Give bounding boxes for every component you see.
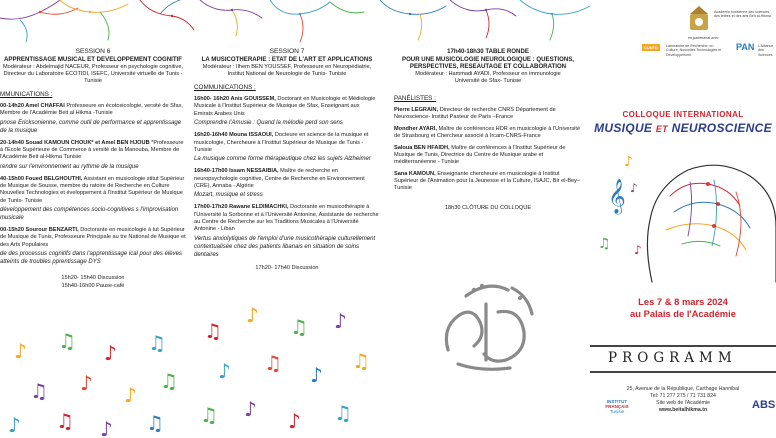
panelist-text: Enseignante chercheure en musicologie à Institut Supérieur de l'Animation pour la Jeunesse et la Culture, ISAJC, Bir el-Bey– Tunisie <box>394 170 581 192</box>
talk-benzarti <box>0 227 186 249</box>
svg-text:♪: ♪ <box>334 309 347 333</box>
round-table-moderator <box>394 71 582 85</box>
website-link[interactable]: www.beitalhikma.tn <box>658 407 708 414</box>
head-illustration <box>590 136 776 286</box>
talk-belghouthi <box>0 176 186 206</box>
talk-title: rendre sur l'environnement au rythme de la musique <box>0 163 139 170</box>
svg-text:♪: ♪ <box>244 397 257 421</box>
session-6-communications-label: MMUNICATIONS : <box>0 90 53 98</box>
lab-description: Laboratoire de Recherche, en Culture, Nouvelles Technologies et Développement <box>666 44 722 57</box>
svg-text:♪: ♪ <box>14 339 27 363</box>
svg-text:♪: ♪ <box>624 154 633 170</box>
svg-text:♪: ♪ <box>310 363 323 387</box>
panelist-ben-hfaidh <box>394 145 582 167</box>
svg-text:♫: ♫ <box>264 351 282 375</box>
talk-title: développement des compétences socio-cognitives s l'improvisation musicale <box>0 207 179 222</box>
session-6-moderator-name: Modérateur : Abdelmajid NACEUR, Professeur en <box>2 63 127 70</box>
event-dates <box>590 296 776 320</box>
round-table-moderator-affiliation: Université de Sfax- Tunisie <box>454 77 522 84</box>
svg-text:♪: ♪ <box>288 409 301 433</box>
talk-issaoui <box>194 132 380 154</box>
colloquium-main-title: MUSIQUE ET NEUROSCIENCE <box>594 120 772 135</box>
session-6-moderator <box>0 64 186 85</box>
talk-nessaibia <box>194 168 380 190</box>
panelist-text: Directeur de recherche CNRS Département de Neuroscience- Institut Pasteur de Paris –France <box>394 107 556 121</box>
session-6-discussion: 15h20- 15h40 Discussion <box>61 274 125 281</box>
svg-text:♪: ♪ <box>634 243 642 257</box>
session-7-communications-label: COMMUNICATIONS : <box>194 83 256 91</box>
talk-head: 16h20-16h40 Mouna ISSAOUI, <box>194 132 274 139</box>
talk-head: 16h40-17h00 Issam NESSAIBIA, <box>194 168 279 175</box>
session-6-title: APPRENTISSAGE MUSICAL ET DEVELOPPEMENT COGNITIF <box>4 56 182 64</box>
svg-text:♪: ♪ <box>630 181 638 195</box>
talk-head: 00-14h20 Amel CHAFFAI <box>0 103 65 110</box>
svg-text:♪: ♪ <box>100 417 113 438</box>
programme-heading: PROGRAMM <box>608 350 737 366</box>
talk-title: Vertus anxiolytiques de l'emploi d'une musicothérapie culturellement contextualisée chez des patients libanais en situation de soins dentaires <box>194 235 376 258</box>
panelist-ayari <box>394 126 582 141</box>
session-7-moderator-affiliation: Institut National de Neurologie de Tunis- Tunisie <box>227 70 347 77</box>
talk-chaffai <box>0 103 186 118</box>
session-6-moderator-affiliation: psychologie cognitive, Directeur du Laboratoire ECOTIDI, ISEFC, Université virtuelle de Tunis - Tunisie <box>3 63 184 84</box>
pan-logo: PAN <box>736 42 755 52</box>
svg-text:♪: ♪ <box>124 383 137 407</box>
music-notes-decoration <box>194 298 380 438</box>
session-7-moderator-name: Modérateur : Ilhem BEN YOUSSEF, Professeure en Neuropédiatrie, <box>202 63 372 70</box>
column-cover <box>590 0 776 438</box>
panelists-label: PANÉLISTES : <box>394 94 436 102</box>
colloquium-title <box>590 110 776 136</box>
svg-text:♫: ♫ <box>290 315 308 339</box>
talk-text: Docteure en science de la musique et musicologie, Chercheure à l'Institut Supérieur de Musique de Tunis -Tunisie <box>194 132 369 153</box>
svg-text:♫: ♫ <box>352 349 370 373</box>
calligraphy-logo <box>428 268 548 378</box>
music-notes-decoration <box>0 328 186 438</box>
talk-title: de des processus cognitifs dans l'apprentissage ical pour des élèves atteints de troubles pprentissage DYS <box>0 251 182 266</box>
session-6-header <box>0 48 186 85</box>
partnership-label: en partenariat avec <box>688 36 719 40</box>
svg-text:♪: ♪ <box>246 303 259 327</box>
session-7-moderator <box>194 64 380 78</box>
column-session-6 <box>0 0 186 438</box>
talk-text: Doctorant en Musicologie et Médiologie Musicale à l'Institut Supérieur de Musique de Sfax, Enseignant aux Emirats Arabes Unis <box>194 96 376 117</box>
session-6-break: 15h40-16h00 Pause-café <box>61 283 125 290</box>
institut-francais-logo: INSTITUT FRANÇAIS Tunisie <box>605 399 629 414</box>
closing-ceremony: 18h30 CLÔTURE DU COLLOQUE <box>444 204 532 211</box>
event-date-line: Les 7 & 8 mars 2024 <box>638 296 728 307</box>
panelist-name: Pierre LEGRAIN, <box>394 107 439 114</box>
svg-text:♫: ♫ <box>598 236 611 252</box>
divider-bottom <box>590 371 776 373</box>
talk-text: *Professeure à l'Ecole Supérieure de Commerce à versité de la Manouba, Membre de l'Académie Beit al-Hikma Tunisie <box>0 139 184 161</box>
panelist-name: Saloua BEN HFAIDH, <box>394 144 450 151</box>
divider-top <box>590 345 776 347</box>
svg-text:𝄞: 𝄞 <box>608 179 626 214</box>
panelist-name: Sana KAMOUN, <box>394 170 436 177</box>
talk-title: Comprendre l'Amusie : Quand la mélodie perd son sens <box>194 120 343 127</box>
talk-text: Maître de recherche en neuropsychologie cognitive, Centre de Recherche en Environnement (CRE), Annaba - Algérie <box>194 168 365 189</box>
talk-kamoun <box>0 140 186 162</box>
talk-head: 20-14h40 Souad KAMOUN CHOUK* et Amel BEN HJOUB <box>0 139 150 146</box>
academy-emblem-icon <box>688 6 710 32</box>
talk-gouissem <box>194 96 380 118</box>
session-6-label: SESSION 6 <box>75 48 111 55</box>
talk-eldimachki <box>194 204 380 234</box>
svg-text:♫: ♫ <box>334 401 352 425</box>
session-7-discussion: 17h20- 17h40 Discussion <box>255 265 319 272</box>
svg-text:♫: ♫ <box>204 319 222 343</box>
lab-logo: CUNTD <box>644 45 658 50</box>
panelist-text: Maître de conférences à l'Institut Supérieur de Musique de Tunis, Directrice du Centre de Musique arabe et méditerranéenne - Tunisie <box>394 144 566 166</box>
talk-title: Mozart, musique et stress <box>194 192 263 199</box>
session-7-label: SESSION 7 <box>269 48 305 55</box>
panelist-kamoun <box>394 171 582 193</box>
talk-title: pnose Ericksonienne, comme outil de performance et apprentissage de la musique <box>0 119 182 134</box>
talk-text: Professeure en écotoxicologie, versité de Sfax, Membre de l'Académie Beit al Hikma -Tunisie <box>0 103 183 117</box>
talk-text: Assistant en musicologie stitut Supérieur de Musique de Sousse, membre du ratoire de Recherche en Culture Nouvelles Technologies et éveloppement à l'Institut Supérieur de Musique de Tunis- Tunisie <box>0 175 185 204</box>
svg-text:♪: ♪ <box>80 371 93 395</box>
pan-description: L'Alliance des Sciences <box>758 44 774 57</box>
round-table-title: POUR UNE MUSICOLOGIE NEUROLOGIQUE : QUESTIONS, PERSPECTIVES, RESEAUTAGE ET COLLABORATION <box>402 55 574 71</box>
talk-head: 00-15h20 Sourour BENZARTI, <box>0 227 79 233</box>
talk-title: La musique comme forme thérapeutique chez les sujets Alzheimer <box>194 156 371 163</box>
phone: Tel: 71 277 275 / 71 731 824 <box>650 393 716 400</box>
talk-text: Doctorante en musicologie à tut Supérieur de Musique de Tunis, Professeure Principale au tre National de Musique et des Arts Populaires <box>0 227 186 248</box>
svg-text:♫: ♫ <box>148 331 166 355</box>
svg-text:♪: ♪ <box>218 359 231 383</box>
address: 25, Avenue de la République, Carthage Hannibal <box>626 386 740 392</box>
svg-text:♫: ♫ <box>56 409 74 433</box>
talk-head: 40-15h00 Foued BELGHOUTHI, <box>0 175 83 182</box>
academy-name: Académie tunisienne des sciences, des lettres et des arts Beït al-Hikma <box>714 10 771 19</box>
session-7-title: LA MUSICOTHERAPIE : ETAT DE L'ART ET APPLICATIONS <box>201 56 373 64</box>
colloquium-subtitle: COLLOQUE INTERNATIONAL <box>622 110 744 119</box>
column-session-7 <box>194 0 380 438</box>
round-table-moderator-name: Modérateur : Hammadi AYADI, Professeur en immunologie <box>415 70 561 77</box>
abs-logo: ABS <box>752 399 776 411</box>
svg-text:♫: ♫ <box>160 369 178 393</box>
svg-text:♫: ♫ <box>200 403 218 427</box>
svg-text:♫: ♫ <box>58 329 76 353</box>
session-7-header <box>194 48 380 78</box>
panelist-text: Maître de conférences HDR en musicologie à l'Université de Strasbourg et Chercheur associé à Ircam-CNRS-France <box>394 125 581 140</box>
talk-text: Doctorante en musicothérapie à l'Université la Sorbonne et à l'Université Antonine, Assistante de recherche au Centre de Recherche sur les Traditions Musicales à l'Université Antonine - Liban <box>194 204 379 233</box>
event-venue-line: au Palais de l'Académie <box>630 308 736 320</box>
svg-text:♫: ♫ <box>30 379 48 403</box>
talk-head: 17h00-17h20 Rawane ELDIMACHKI, <box>194 204 289 211</box>
svg-text:♫: ♫ <box>146 411 164 435</box>
round-table-time: 17h40-18h30 TABLE RONDE <box>447 48 529 55</box>
svg-text:♪: ♪ <box>8 413 21 437</box>
panelist-name: Mondher AYARI, <box>394 125 437 132</box>
talk-head: 16h00- 16h20 Anis GOUISSEM, <box>194 96 276 103</box>
column-round-table <box>394 0 582 438</box>
panelist-legrain <box>394 107 582 122</box>
svg-text:♪: ♪ <box>104 341 117 365</box>
round-table-header <box>394 48 582 85</box>
website-label: Site web de l'Académie <box>656 400 710 407</box>
